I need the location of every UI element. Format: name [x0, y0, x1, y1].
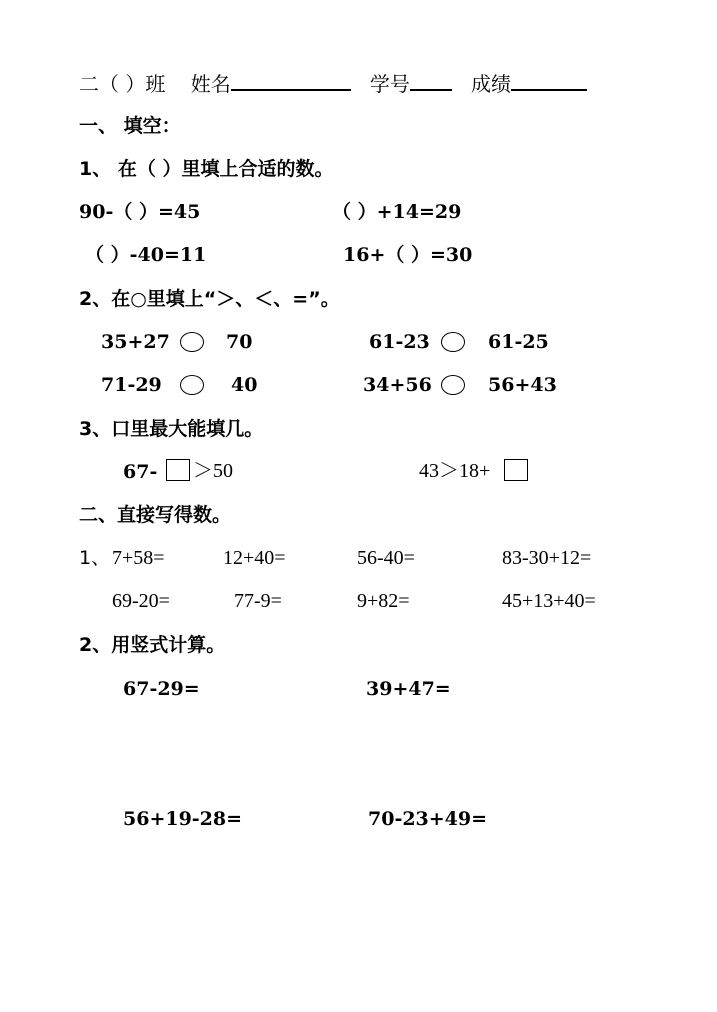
compare-left-expr: 61-23 — [369, 331, 430, 353]
fill-item-2[interactable]: （ ）+14=29 — [332, 201, 462, 223]
compare-right-expr: 56+43 — [488, 374, 557, 396]
compare-circle[interactable] — [180, 375, 204, 395]
oral-calc-item[interactable]: 56-40= — [357, 547, 415, 569]
oral-calc-label: 1、 — [79, 547, 111, 569]
fill-item-3[interactable]: （ ）-40=11 — [85, 244, 207, 266]
name-blank[interactable] — [231, 71, 351, 91]
q1-title: 1、 在（ ）里填上合适的数。 — [79, 158, 334, 180]
compare-left-expr: 71-29 — [101, 374, 162, 396]
oral-calc-item[interactable]: 7+58= — [112, 547, 165, 569]
vertical-calc-item[interactable]: 39+47= — [366, 678, 451, 700]
section2-title: 二、直接写得数。 — [79, 504, 232, 526]
vertical-calc-item[interactable]: 56+19-28= — [123, 808, 243, 830]
oral-calc-item[interactable]: 83-30+12= — [502, 547, 592, 569]
oral-calc-item[interactable]: 12+40= — [223, 547, 286, 569]
student-id-label: 学号 — [369, 72, 410, 96]
compare-circle[interactable] — [180, 332, 204, 352]
answer-box[interactable] — [166, 459, 190, 481]
vertical-calc-title: 2、用竖式计算。 — [79, 634, 226, 656]
q2-title: 2、在○里填上“＞、＜、=”。 — [79, 288, 340, 310]
oral-calc-item[interactable]: 45+13+40= — [502, 590, 596, 612]
compare-right-expr: 61-25 — [488, 331, 549, 353]
vertical-calc-item[interactable]: 67-29= — [123, 678, 200, 700]
score-label: 成绩 — [470, 72, 511, 96]
oral-calc-item[interactable]: 77-9= — [234, 590, 282, 612]
compare-right-expr: 40 — [231, 374, 258, 396]
answer-box[interactable] — [504, 459, 528, 481]
class-label: 二（ ）班 — [79, 72, 166, 96]
oral-calc-item[interactable]: 9+82= — [357, 590, 410, 612]
fill-item-4[interactable]: 16+（ ）=30 — [343, 244, 473, 266]
compare-left-expr: 34+56 — [363, 374, 432, 396]
vertical-calc-item[interactable]: 70-23+49= — [368, 808, 488, 830]
max-fill-right-prefix: 43＞18+ — [419, 460, 491, 482]
max-fill-left-suffix: ＞50 — [193, 460, 233, 482]
score-blank[interactable] — [511, 71, 587, 91]
compare-circle[interactable] — [441, 375, 465, 395]
section1-title: 一、 填空： — [79, 115, 181, 137]
oral-calc-item[interactable]: 69-20= — [112, 590, 170, 612]
header-line — [79, 71, 587, 96]
compare-circle[interactable] — [441, 332, 465, 352]
q3-title: 3、口里最大能填几。 — [79, 418, 264, 440]
compare-right-expr: 70 — [226, 331, 253, 353]
max-fill-left-prefix: 67- — [123, 461, 158, 483]
student-id-blank[interactable] — [410, 71, 452, 91]
name-label: 姓名 — [190, 72, 231, 96]
compare-left-expr: 35+27 — [101, 331, 170, 353]
fill-item-1[interactable]: 90-（ ）=45 — [79, 201, 201, 223]
